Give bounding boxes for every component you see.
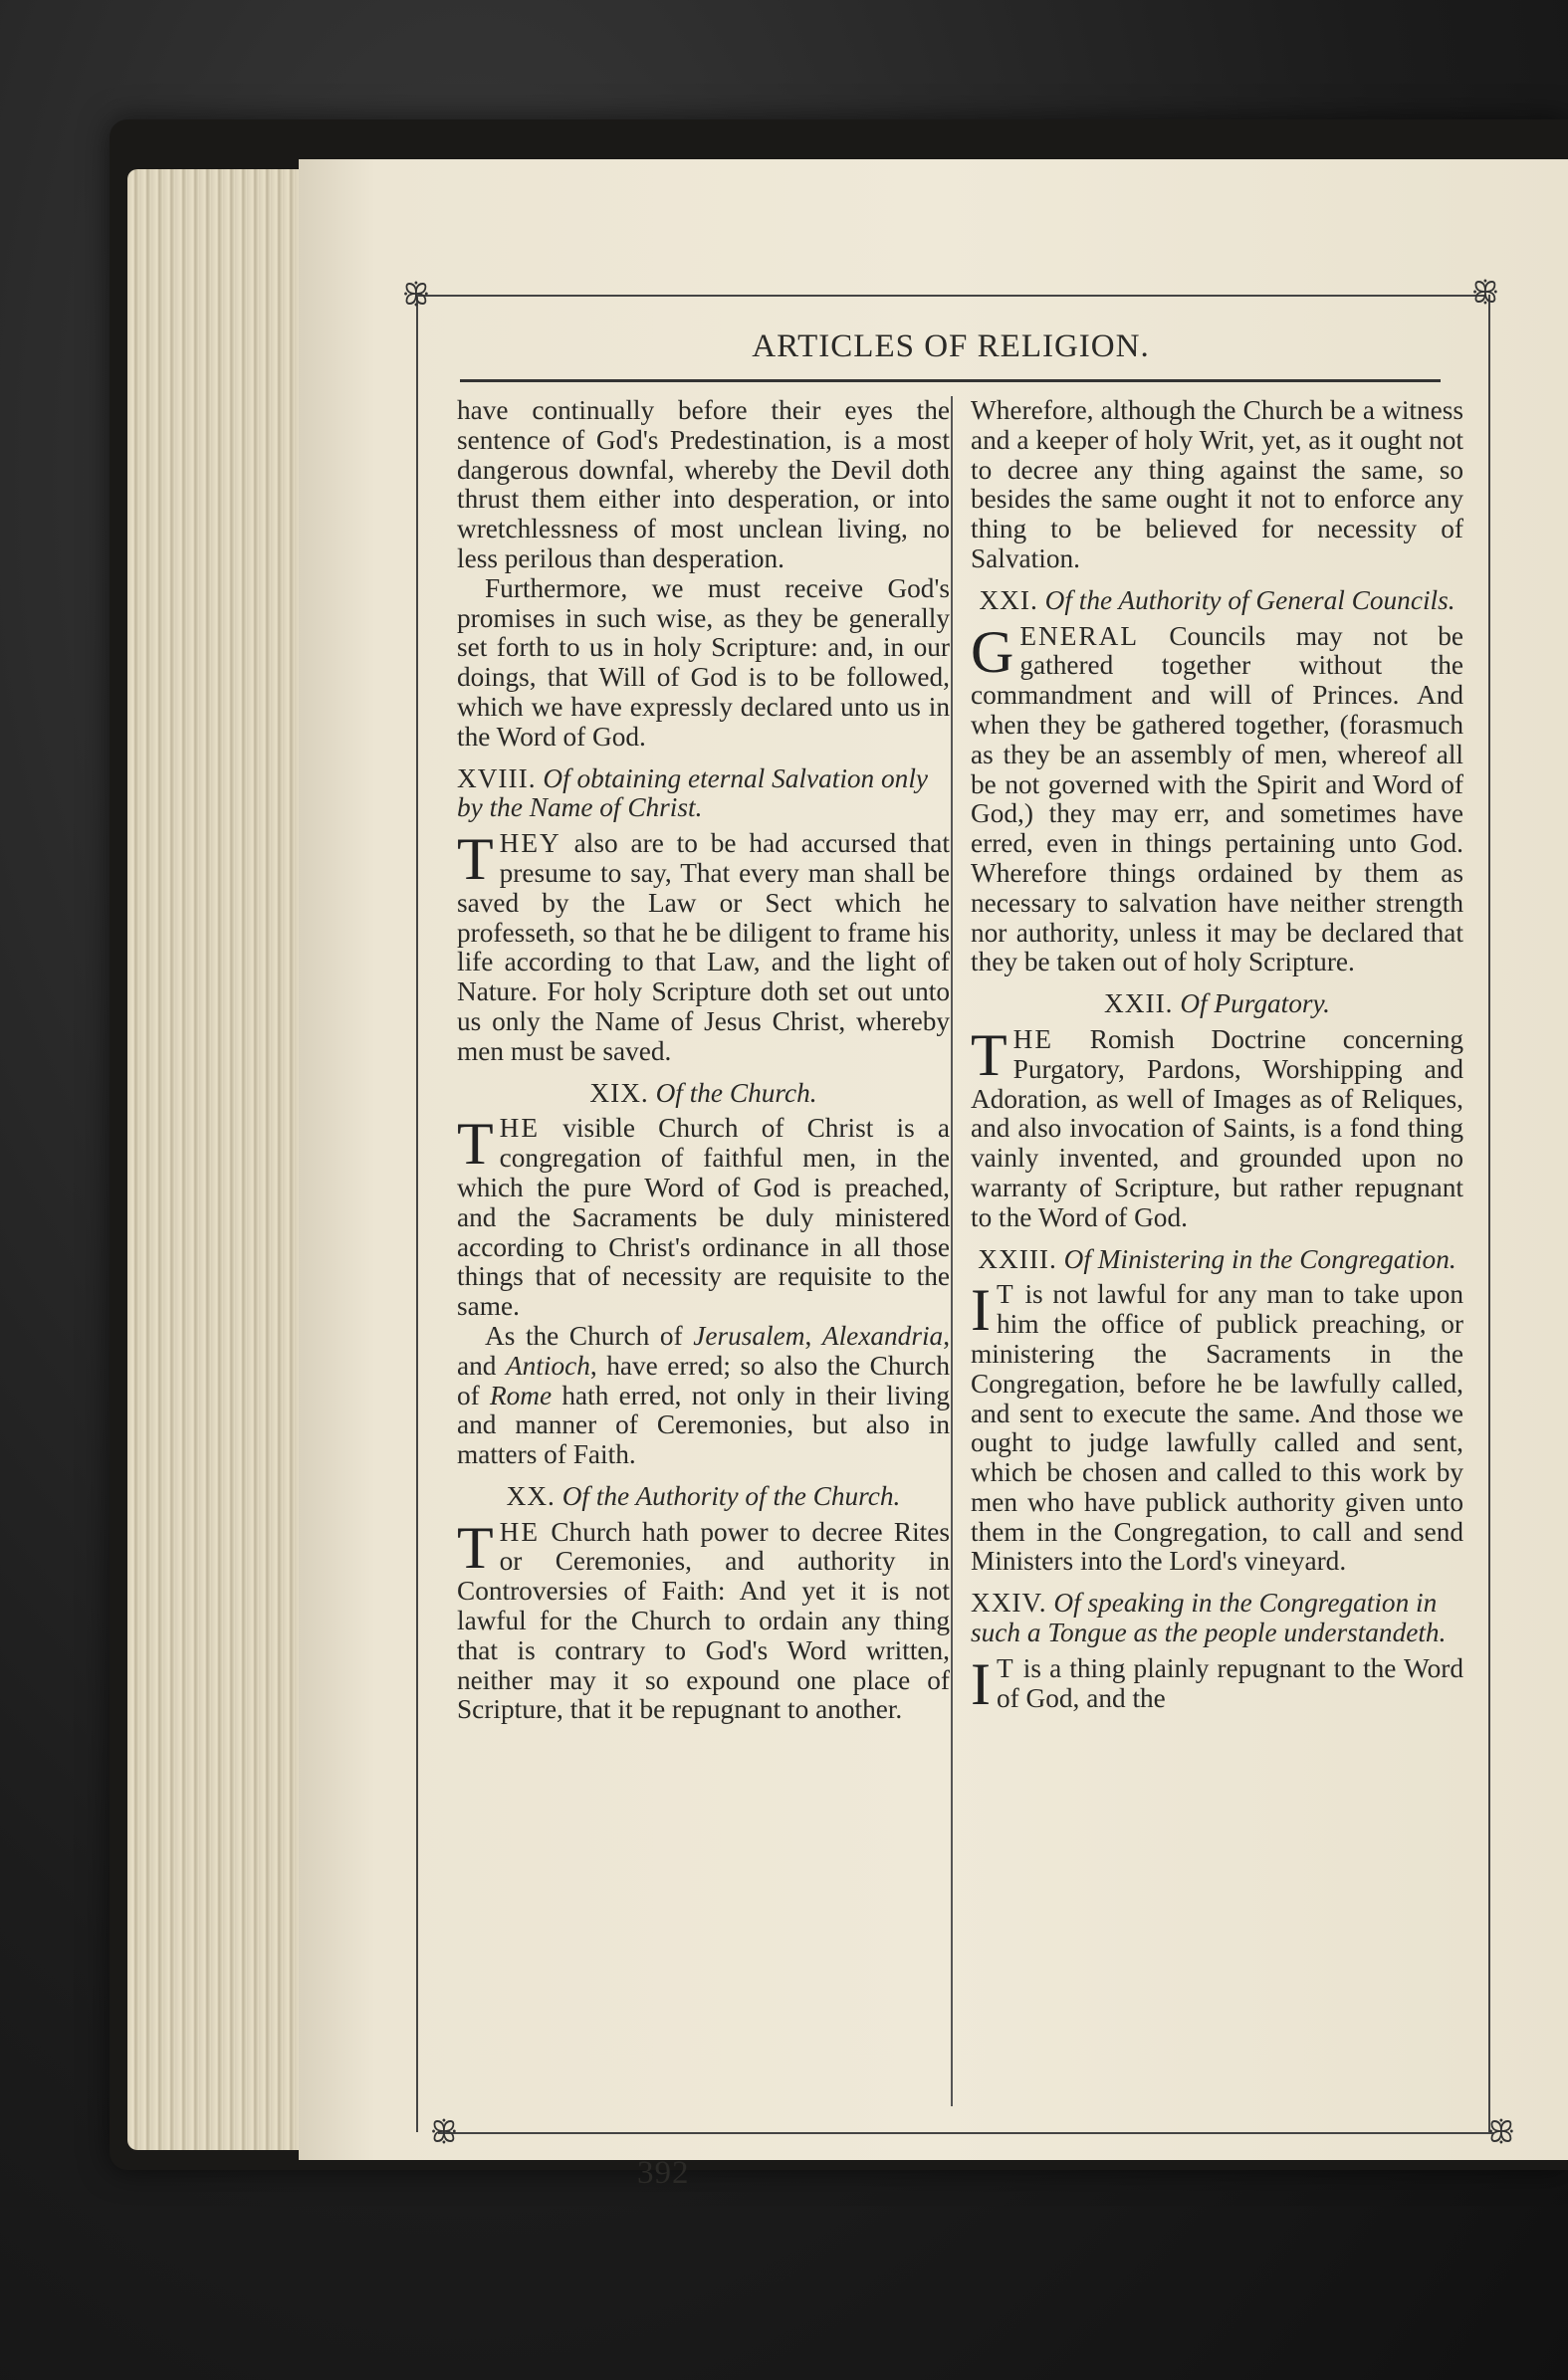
lead-word: HEY (499, 828, 561, 859)
text-run: As the Church of (485, 1320, 694, 1351)
article-title: Of speaking in the Congregation in such a Tongue as the people understandeth. (971, 1588, 1447, 1648)
text-run: hath erred, not only in their living and manner of Ceremonies, but also in matters of Faith. (457, 1380, 950, 1470)
article-body (971, 1277, 1463, 1577)
article-number: XX. (506, 1480, 556, 1511)
place-name: Antioch (505, 1350, 590, 1381)
corner-ornament-icon: ꕥ (1487, 2116, 1515, 2149)
place-name: Rome (489, 1380, 553, 1410)
article-body (457, 1514, 950, 1726)
article-heading (971, 1245, 1463, 1275)
paragraph: have continually before their eyes the sentence of God's Predestination, is a most dangerous downfal, whereby the Devil doth thrust them either into desperation, or into wretchlessness of most unclean living, no less perilous than desperation. (457, 396, 950, 573)
left-column (457, 396, 950, 2108)
article-heading (971, 989, 1463, 1019)
drop-cap: I (971, 1650, 991, 1717)
article-title: Of Purgatory. (1180, 988, 1330, 1019)
paragraph: Furthermore, we must receive God's promises in such wise, as they be generally set forth to us in holy Scripture: and, in our doings, that Will of God is to be followed, which we have expressly declared unto us in the Word of God. (457, 572, 950, 752)
place-name: Alexandria (821, 1320, 944, 1351)
text-run: , and (457, 1320, 950, 1381)
lead-word: T (996, 1652, 1015, 1683)
lead-word: HE (499, 1516, 541, 1547)
article-text: visible Church of Christ is a congregation of faithful men, in the which the pure Word of God is preached, and the Sacraments be duly ministered according to Christ's ordinance in all those things that of necessity are requisite to the same. (457, 1113, 950, 1322)
drop-cap: T (971, 1021, 1008, 1088)
paragraph: Wherefore, although the Church be a witness and a keeper of holy Writ, yet, as it ought not to decree any thing against the same, so besides the same ought it not to enforce any thing to be believed for necessity of Salvation. (971, 396, 1463, 573)
article-title: Of the Church. (655, 1077, 817, 1108)
column-divider (951, 396, 953, 2106)
article-text: is a thing plainly repugnant to the Word of God, and the (996, 1652, 1463, 1713)
lead-word: HE (1012, 1023, 1054, 1054)
article-number: XXIV. (971, 1588, 1047, 1619)
article-heading (457, 1079, 950, 1109)
article-number: XVIII. (457, 762, 537, 793)
article-number: XXI. (979, 584, 1038, 615)
article-heading (971, 586, 1463, 616)
article-text: is not lawful for any man to take upon him the office of publick preaching, or ministering the Sacraments in the Congregation, before he be lawfully called, and sent to execute the same. And those we ought to judge lawfully called and sent, which be chosen and called to this work by men who have publick authority given unto them in the Congregation, to call and send Ministers into the Lord's vineyard. (971, 1279, 1463, 1577)
place-name: Jerusalem (693, 1320, 805, 1351)
article-number: XXIII. (978, 1243, 1057, 1274)
header-rule (460, 379, 1441, 382)
page-title: ARTICLES OF RELIGION. (752, 328, 1150, 364)
article-body (457, 826, 950, 1066)
page-edges (127, 169, 327, 2150)
article-text: Romish Doctrine concerning Purgatory, Pardons, Worshipping and Adoration, as well of Images as of Reliques, and also invocation of Saints, is a fond thing vainly invented, and grounded upon no warranty of Scripture, but rather repugnant to the Word of God. (971, 1023, 1463, 1232)
corner-ornament-icon: ꕥ (1471, 277, 1499, 310)
drop-cap: T (457, 1514, 494, 1581)
corner-ornament-icon: ꕥ (402, 279, 430, 312)
article-body (457, 1111, 950, 1322)
paragraph (457, 1322, 950, 1470)
drop-cap: T (457, 1111, 494, 1178)
lead-word: T (996, 1279, 1015, 1310)
text-run: , have erred; so also the Church of (457, 1350, 950, 1410)
lead-word: ENERAL (1019, 620, 1139, 651)
article-body (971, 1650, 1463, 1717)
corner-ornament-icon: ꕥ (430, 2116, 458, 2149)
frame-bottom-rule (438, 2132, 1493, 2134)
article-title: Of the Authority of the Church. (561, 1480, 901, 1511)
drop-cap: I (971, 1277, 991, 1344)
article-body (971, 1021, 1463, 1233)
right-column (971, 396, 1463, 2108)
article-title: Of the Authority of General Councils. (1044, 584, 1456, 615)
article-text: Councils may not be gathered together without the commandment and will of Princes. And when they be gathered together, (forasmuch as they be an assembly of men, whereof all be not governed with the Spirit and Word of God,) they may err, and sometimes have erred, even in things pertaining unto God. Wherefore things ordained by them as necessary to salvation have neither strength nor authority, unless it may be declared that they be taken out of holy Scripture. (971, 620, 1463, 977)
article-heading (971, 1589, 1463, 1648)
article-heading (457, 764, 950, 824)
article-text: Church hath power to decree Rites or Ceremonies, and authority in Controversies of Faith: And yet it is not lawful for the Church to ordain any thing that is contrary to God's Word written, neither may it so expound one place of Scripture, that it be repugnant to another. (457, 1516, 950, 1725)
article-body (971, 618, 1463, 978)
article-number: XXII. (1104, 988, 1174, 1019)
article-text: also are to be had accursed that presume to say, That every man shall be saved by the Law or Sect which he professeth, so that he be diligent to frame his life according to that Law, and the light of Nature. For holy Scripture doth set out unto us only the Name of Jesus Christ, whereby men must be saved. (457, 828, 950, 1066)
article-number: XIX. (589, 1077, 649, 1108)
text-run: , (804, 1320, 822, 1351)
page-number: 392 (637, 2155, 690, 2191)
article-title: Of obtaining eternal Salvation only by the Name of Christ. (457, 762, 929, 823)
drop-cap: G (971, 618, 1014, 685)
drop-cap: T (457, 826, 494, 893)
lead-word: HE (499, 1113, 541, 1144)
article-heading (457, 1482, 950, 1512)
article-title: Of Ministering in the Congregation. (1063, 1243, 1456, 1274)
